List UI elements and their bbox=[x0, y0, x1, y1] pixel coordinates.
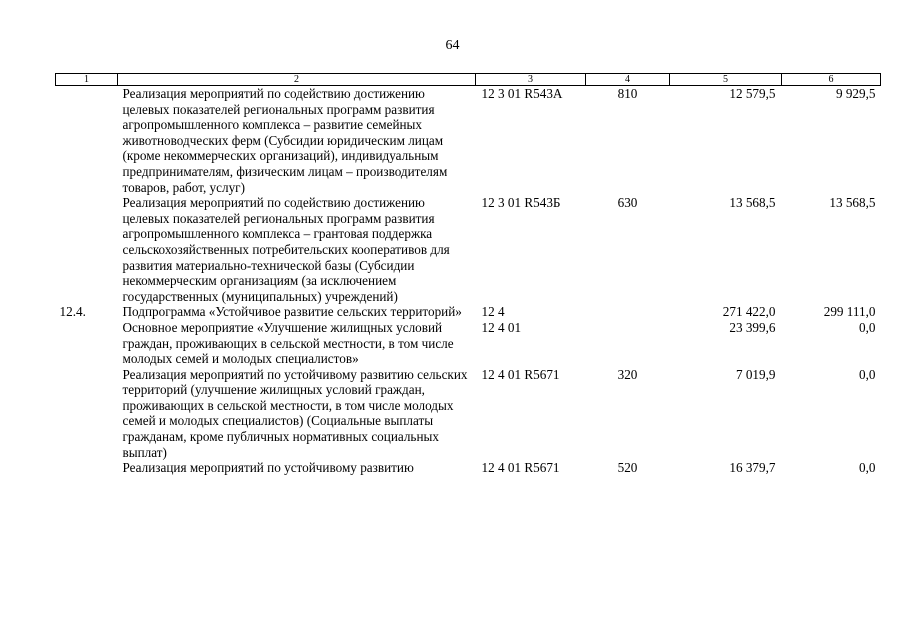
row-amount-2: 0,0 bbox=[859, 366, 876, 382]
table-body bbox=[56, 86, 881, 476]
header-col-4: 4 bbox=[586, 74, 670, 86]
row-amount-2: 13 568,5 bbox=[829, 195, 876, 211]
row-number: 12.4. bbox=[59, 304, 86, 320]
table-row bbox=[56, 195, 881, 304]
row-code: 12 4 01 bbox=[481, 319, 522, 335]
budget-table bbox=[55, 73, 881, 476]
row-code: 12 4 01 R5671 bbox=[481, 460, 560, 476]
header-col-2: 2 bbox=[118, 74, 476, 86]
row-amount-1: 13 568,5 bbox=[729, 195, 776, 211]
row-number bbox=[56, 195, 118, 304]
row-expense-type: 630 bbox=[617, 195, 638, 211]
row-number bbox=[56, 367, 118, 461]
header-col-6: 6 bbox=[782, 74, 881, 86]
row-amount-1: 16 379,7 bbox=[729, 460, 776, 476]
header-col-5: 5 bbox=[670, 74, 782, 86]
row-name: Реализация мероприятий по устойчивому развитию bbox=[122, 460, 414, 476]
row-amount-2: 0,0 bbox=[859, 319, 876, 335]
row-number bbox=[56, 86, 118, 196]
header-col-1: 1 bbox=[56, 74, 118, 86]
row-name: Подпрограмма «Устойчивое развитие сельских территорий» bbox=[122, 304, 462, 320]
row-amount-1: 7 019,9 bbox=[735, 366, 776, 382]
row-amount-2: 299 111,0 bbox=[823, 304, 876, 320]
table-row bbox=[56, 86, 881, 196]
row-expense-type: 320 bbox=[617, 366, 638, 382]
row-name: Реализация мероприятий по устойчивому развитию сельских территорий (улучшение жилищных условий граждан, проживающих в сельской местности, в том числе молодых семей и молодых специалистов) (Социальные выплаты гражданам, кроме публичных нормативных социальных выплат) bbox=[122, 366, 468, 460]
table-row bbox=[56, 367, 881, 461]
header-col-3: 3 bbox=[476, 74, 586, 86]
row-name: Реализация мероприятий по содействию достижению целевых показателей региональных программ развития агропромышленного комплекса – грантовая поддержка сельскохозяйственных потребительских кооперативов для развития материально-технической базы (Субсидии некоммерческим организациям (за исключением государственных (муниципальных) учреждений) bbox=[122, 195, 450, 304]
row-expense-type bbox=[586, 320, 670, 367]
page-number: 64 bbox=[445, 38, 460, 53]
table-row bbox=[56, 460, 881, 476]
header-row bbox=[56, 74, 881, 86]
table-header bbox=[56, 74, 881, 86]
row-amount-1: 12 579,5 bbox=[729, 86, 776, 101]
row-amount-2: 0,0 bbox=[859, 460, 876, 476]
row-number bbox=[56, 460, 118, 476]
row-expense-type bbox=[586, 304, 670, 320]
row-amount-2: 9 929,5 bbox=[835, 86, 876, 101]
table-row bbox=[56, 304, 881, 320]
table-row bbox=[56, 320, 881, 367]
row-name: Реализация мероприятий по содействию достижению целевых показателей региональных программ развития агропромышленного комплекса – развитие семейных животноводческих ферм (Субсидии юридическим лицам (кроме некоммерческих организаций), индивидуальным предпринимателям, физическим лицам – производителям товаров, работ, услуг) bbox=[122, 86, 448, 195]
row-code: 12 4 01 R5671 bbox=[481, 366, 560, 382]
row-name: Основное мероприятие «Улучшение жилищных условий граждан, проживающих в сельской местности, в том числе молодых семей и молодых специалистов» bbox=[122, 319, 454, 367]
row-code: 12 4 bbox=[481, 304, 505, 320]
row-code: 12 3 01 R543Б bbox=[481, 195, 561, 211]
row-amount-1: 271 422,0 bbox=[722, 304, 776, 320]
row-amount-1: 23 399,6 bbox=[729, 319, 776, 335]
row-number bbox=[56, 320, 118, 367]
row-expense-type: 810 bbox=[617, 86, 638, 101]
row-expense-type: 520 bbox=[617, 460, 638, 476]
row-code: 12 3 01 R543А bbox=[481, 86, 563, 101]
